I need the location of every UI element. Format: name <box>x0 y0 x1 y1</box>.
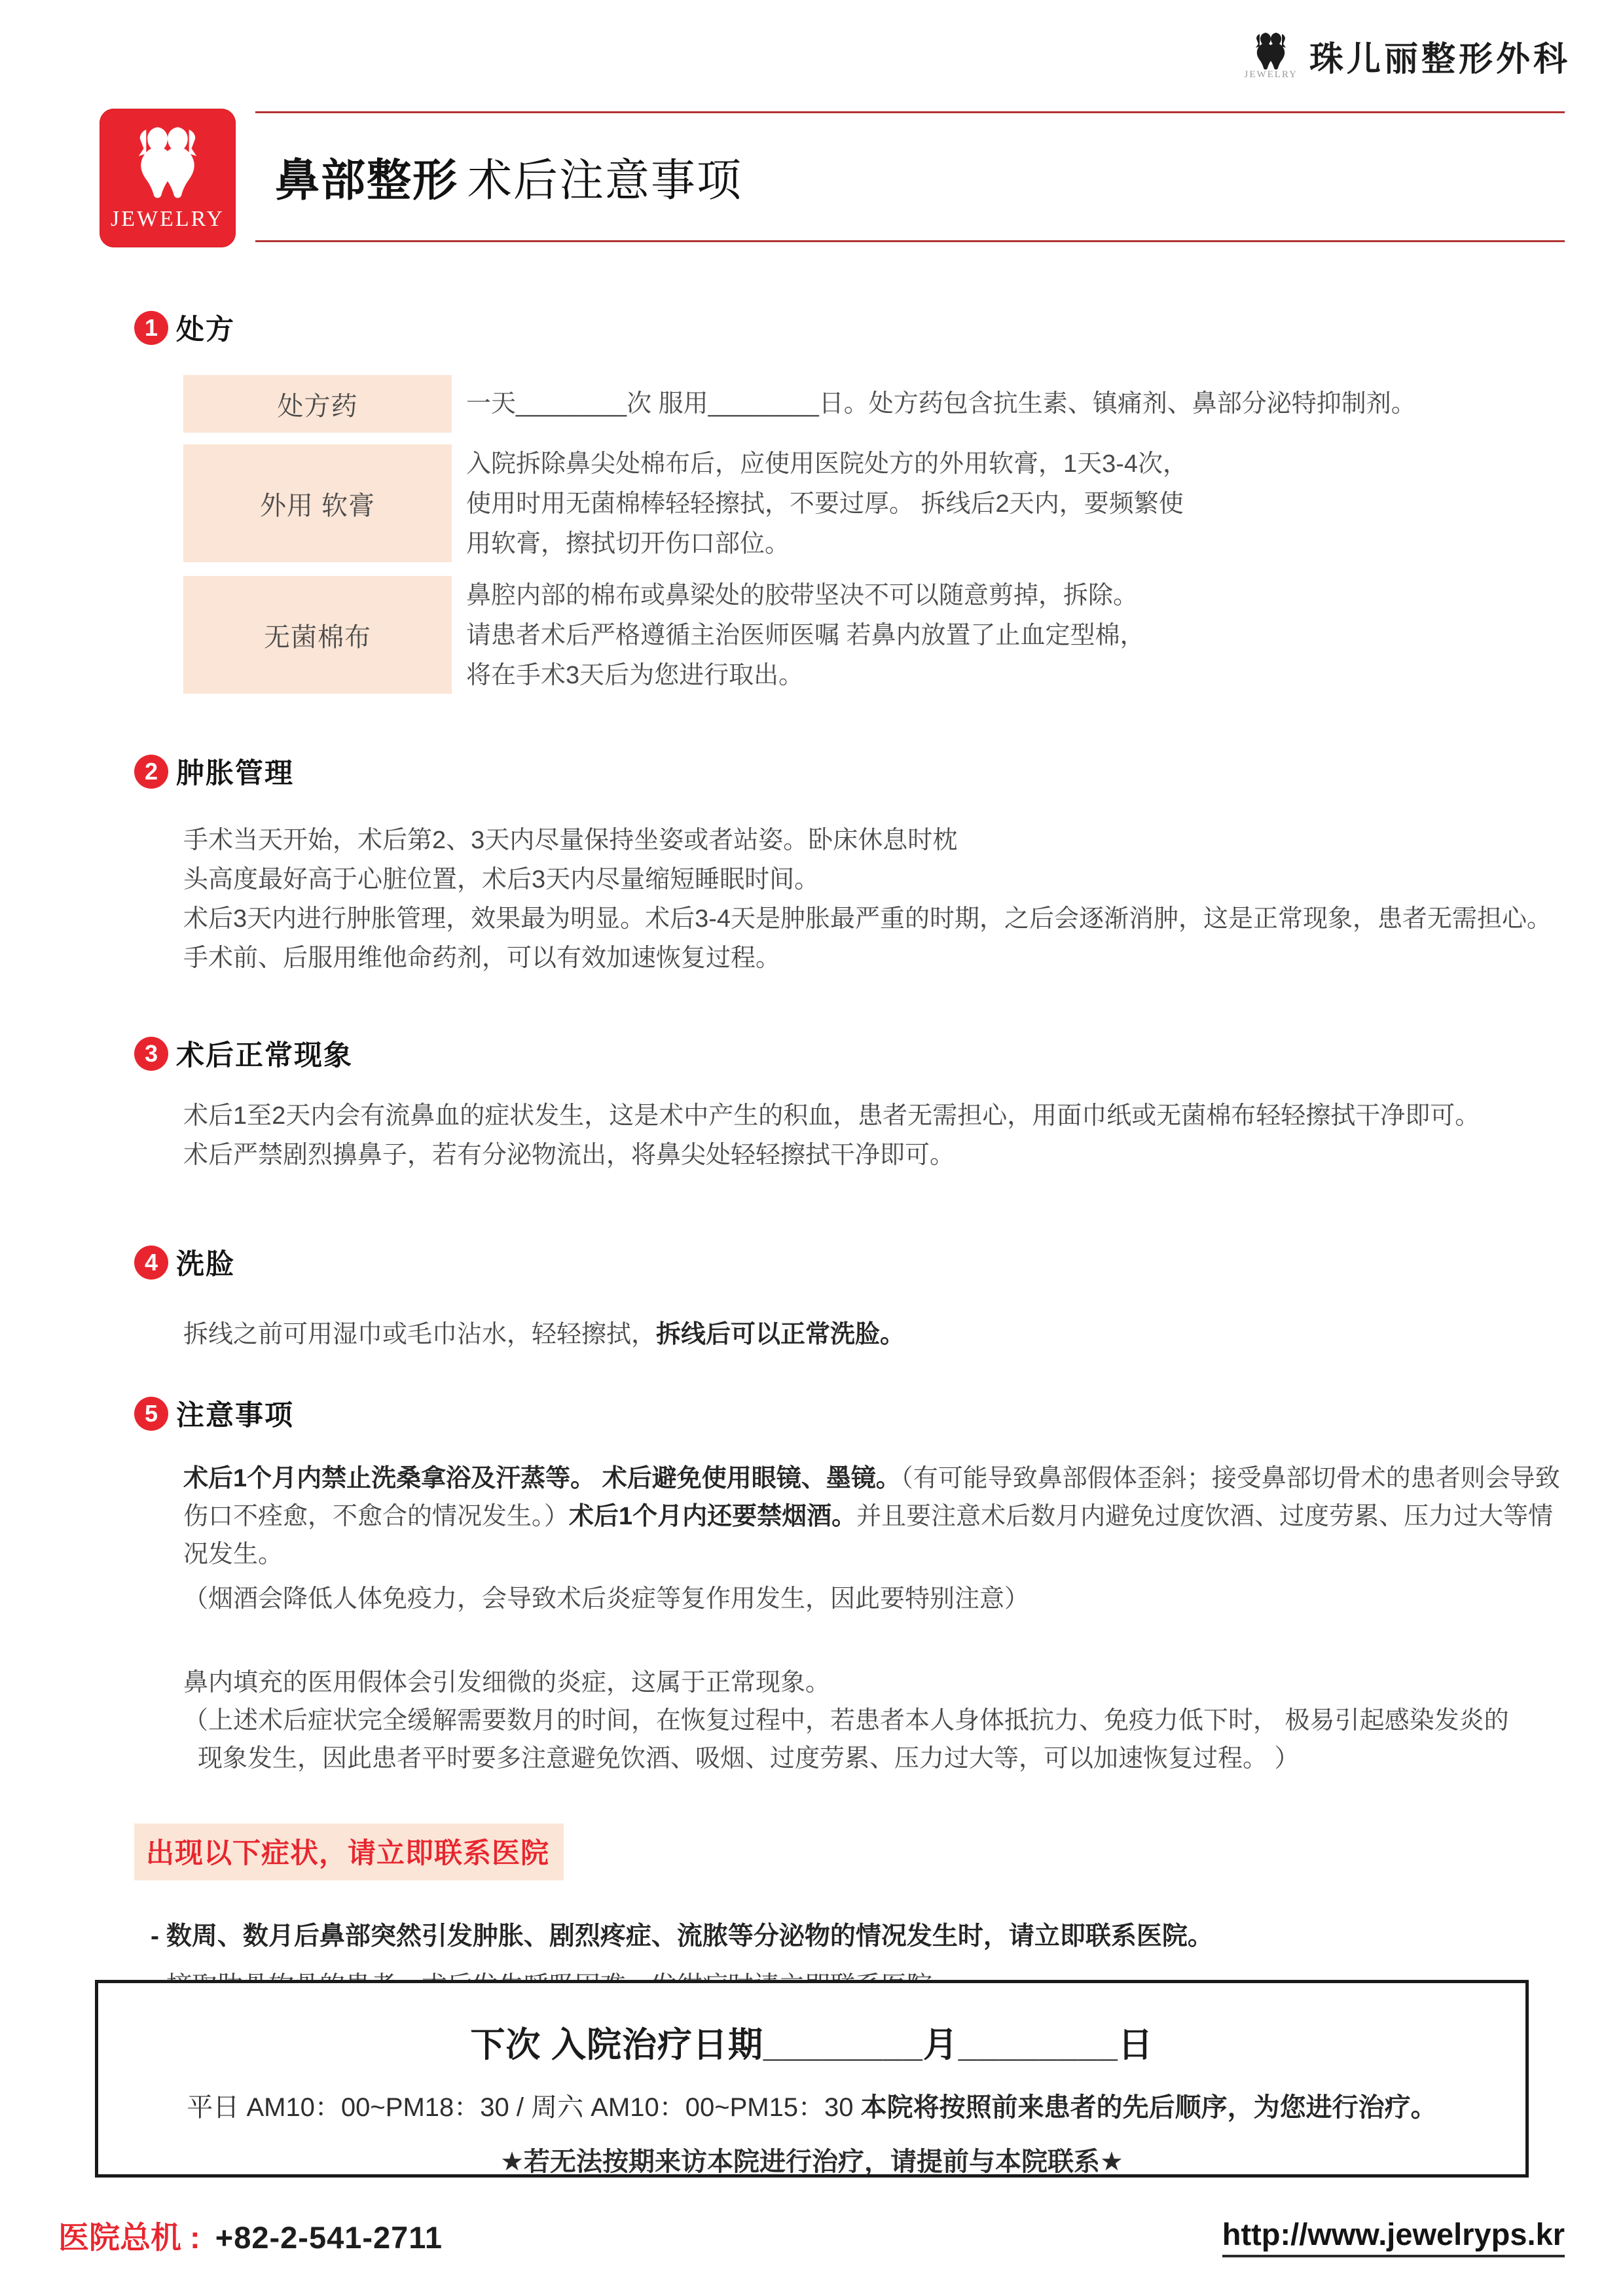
text-line: 将在手术3天后为您进行取出。 <box>466 662 804 689</box>
notice-paragraph-2: （烟酒会降低人体免疫力，会导致术后炎症等复作用发生，因此要特别注意） <box>183 1585 1030 1613</box>
section-3-number-badge: 3 <box>134 1037 168 1071</box>
treatment-order-note: 本院将按照前来患者的先后顺序，为您进行治疗。 <box>860 2093 1437 2122</box>
section-4-number-badge: 4 <box>134 1246 168 1280</box>
table-row <box>183 375 1565 433</box>
reschedule-note: ★若无法按期来访本院进行治疗，请提前与本院联系★ <box>500 2147 1123 2176</box>
text-line: 用软膏，擦拭切开伤口部位。 <box>466 530 790 558</box>
section-2-body <box>183 821 1565 978</box>
page-title-rest: 术后注意事项 <box>467 155 743 206</box>
section-2-title: 肿胀管理 <box>176 758 294 789</box>
text-line: 头高度最好高于心脏位置，术后3天内尽量缩短睡眠时间。 <box>183 866 820 893</box>
section-1-number-badge: 1 <box>134 311 168 345</box>
text-line: 术后3天内进行肿胀管理，效果最为明显。术后3-4天是肿胀最严重的时期，之后会逐渐消肿，这是正常现象，患者无需担心。 <box>183 905 1552 933</box>
website-link[interactable]: http://www.jewelryps.kr <box>1222 2216 1565 2257</box>
masthead <box>255 111 1565 242</box>
page-title-bold: 鼻部整形 <box>275 155 459 206</box>
brand-word-small: JEWELRY <box>1244 69 1298 80</box>
text-line: 使用时用无菌棉棒轻轻擦拭，不要过厚。 拆线后2天内，要频繁使 <box>466 490 1184 518</box>
table-row <box>183 444 1565 564</box>
phone-block <box>58 2214 443 2257</box>
jewelry-logo-small <box>1244 31 1298 81</box>
brand-word: JEWELRY <box>111 207 225 231</box>
section-5-title: 注意事项 <box>176 1400 294 1431</box>
text-line: 请患者术后严格遵循主治医师医嘱 若鼻内放置了止血定型棉， <box>466 622 1145 649</box>
next-visit-box <box>95 1980 1529 2178</box>
notice-paragraph-4-line-2: 现象发生，因此患者平时要多注意避免饮酒、吸烟、过度劳累、压力过大等，可以加速恢复过程。 ） <box>198 1745 1300 1772</box>
text-line: 手术前、后服用维他命药剂，可以有效加速恢复过程。 <box>183 944 781 972</box>
notice-normal-1: （有可能导致鼻部假体歪斜；接受鼻部切骨术的患者则会导致伤口不痊愈，不愈合的情况发生。） <box>183 1465 1560 1530</box>
phone-number: +82-2-541-2711 <box>215 2220 443 2255</box>
clinic-header <box>1244 31 1571 81</box>
table-row <box>183 576 1565 696</box>
prescription-table <box>183 375 1565 696</box>
clinic-hours-line <box>98 2087 1525 2124</box>
section-1-title: 处方 <box>176 314 235 346</box>
section-3-body <box>183 1096 1565 1175</box>
wash-normal-text: 拆线之前可用湿巾或毛巾沾水，轻轻擦拭， <box>183 1321 657 1348</box>
row-text <box>466 444 1188 564</box>
twin-figures-icon <box>1245 31 1296 72</box>
row-text <box>466 375 1416 433</box>
notice-normal-2: 并且要注意术后数月内避免过度饮酒、过度劳累、压力过大等情况发生。 <box>183 1503 1554 1568</box>
notice-bold-2: 术后1个月内还要禁烟酒。 <box>569 1503 857 1530</box>
section-5-body <box>183 1460 1565 1778</box>
notice-paragraph-3: 鼻内填充的医用假体会引发细微的炎症，这属于正常现象。 <box>183 1669 831 1696</box>
twin-figures-icon <box>119 124 217 203</box>
wash-bold-text: 拆线后可以正常洗脸。 <box>656 1321 905 1348</box>
text-line: 入院拆除鼻尖处棉布后，应使用医院处方的外用软膏，1天3-4次， <box>466 450 1188 478</box>
text-line: 手术当天开始，术后第2、3天内尽量保持坐姿或者站姿。卧床休息时枕 <box>183 827 958 854</box>
text-line: 鼻腔内部的棉布或鼻梁处的胶带坚决不可以随意剪掉，拆除。 <box>466 582 1139 609</box>
notice-bold-1: 术后1个月内禁止洗桑拿浴及汗蒸等。 术后避免使用眼镜、墨镜。 <box>183 1465 901 1492</box>
jewelry-logo-large <box>100 109 236 247</box>
text-line <box>183 1315 1565 1354</box>
section-5-number-badge: 5 <box>134 1397 168 1431</box>
notice-paragraph-4-line-1: （上述术后症状完全缓解需要数月的时间，在恢复过程中，若患者本人身体抵抗力、免疫力低下时， 极易引起感染发炎的 <box>183 1707 1509 1734</box>
row-label: 无菌棉布 <box>183 576 452 694</box>
clinic-name: 珠儿丽整形外科 <box>1309 41 1571 79</box>
text-line: 术后严禁剧烈擤鼻子，若有分泌物流出，将鼻尖处轻轻擦拭干净即可。 <box>183 1141 955 1169</box>
section-2-number-badge: 2 <box>134 755 168 789</box>
document-content <box>0 308 1623 2011</box>
section-3-title: 术后正常现象 <box>176 1040 353 1071</box>
section-3-heading <box>134 1033 1565 1073</box>
clinic-hours: 平日 AM10：00~PM18：30 / 周六 AM10：00~PM15：30 <box>187 2093 861 2122</box>
row-label: 处方药 <box>183 375 452 433</box>
page-footer <box>58 2214 1565 2257</box>
row-label: 外用 软膏 <box>183 444 452 562</box>
section-5-heading <box>134 1393 1565 1433</box>
section-4-title: 洗脸 <box>176 1249 235 1280</box>
alert-highlight-banner: 出现以下症状，请立即联系医院 <box>134 1823 564 1880</box>
text-line: 一天________次 服用________日。处方药包含抗生素、镇痛剂、鼻部分泌特抑制剂。 <box>466 389 1416 418</box>
section-4-heading <box>134 1242 1565 1282</box>
text-line: 术后1至2天内会有流鼻血的症状发生，这是术中产生的积血，患者无需担心，用面巾纸或无菌棉布轻轻擦拭干净即可。 <box>183 1102 1480 1130</box>
section-2-heading <box>134 751 1565 791</box>
section-1-heading <box>134 308 1565 348</box>
notice-paragraph-1 <box>183 1460 1565 1573</box>
alert-bullet: - 数周、数月后鼻部突然引发肿胀、剧烈疼症、流脓等分泌物的情况发生时，请立即联系医院。 <box>151 1922 1213 1950</box>
phone-label: 医院总机 : <box>58 2220 200 2255</box>
next-visit-date-line: 下次 入院治疗日期________月________日 <box>470 2026 1154 2064</box>
section-4-body <box>183 1315 1565 1354</box>
row-text <box>466 576 1145 696</box>
page-title <box>275 145 742 209</box>
